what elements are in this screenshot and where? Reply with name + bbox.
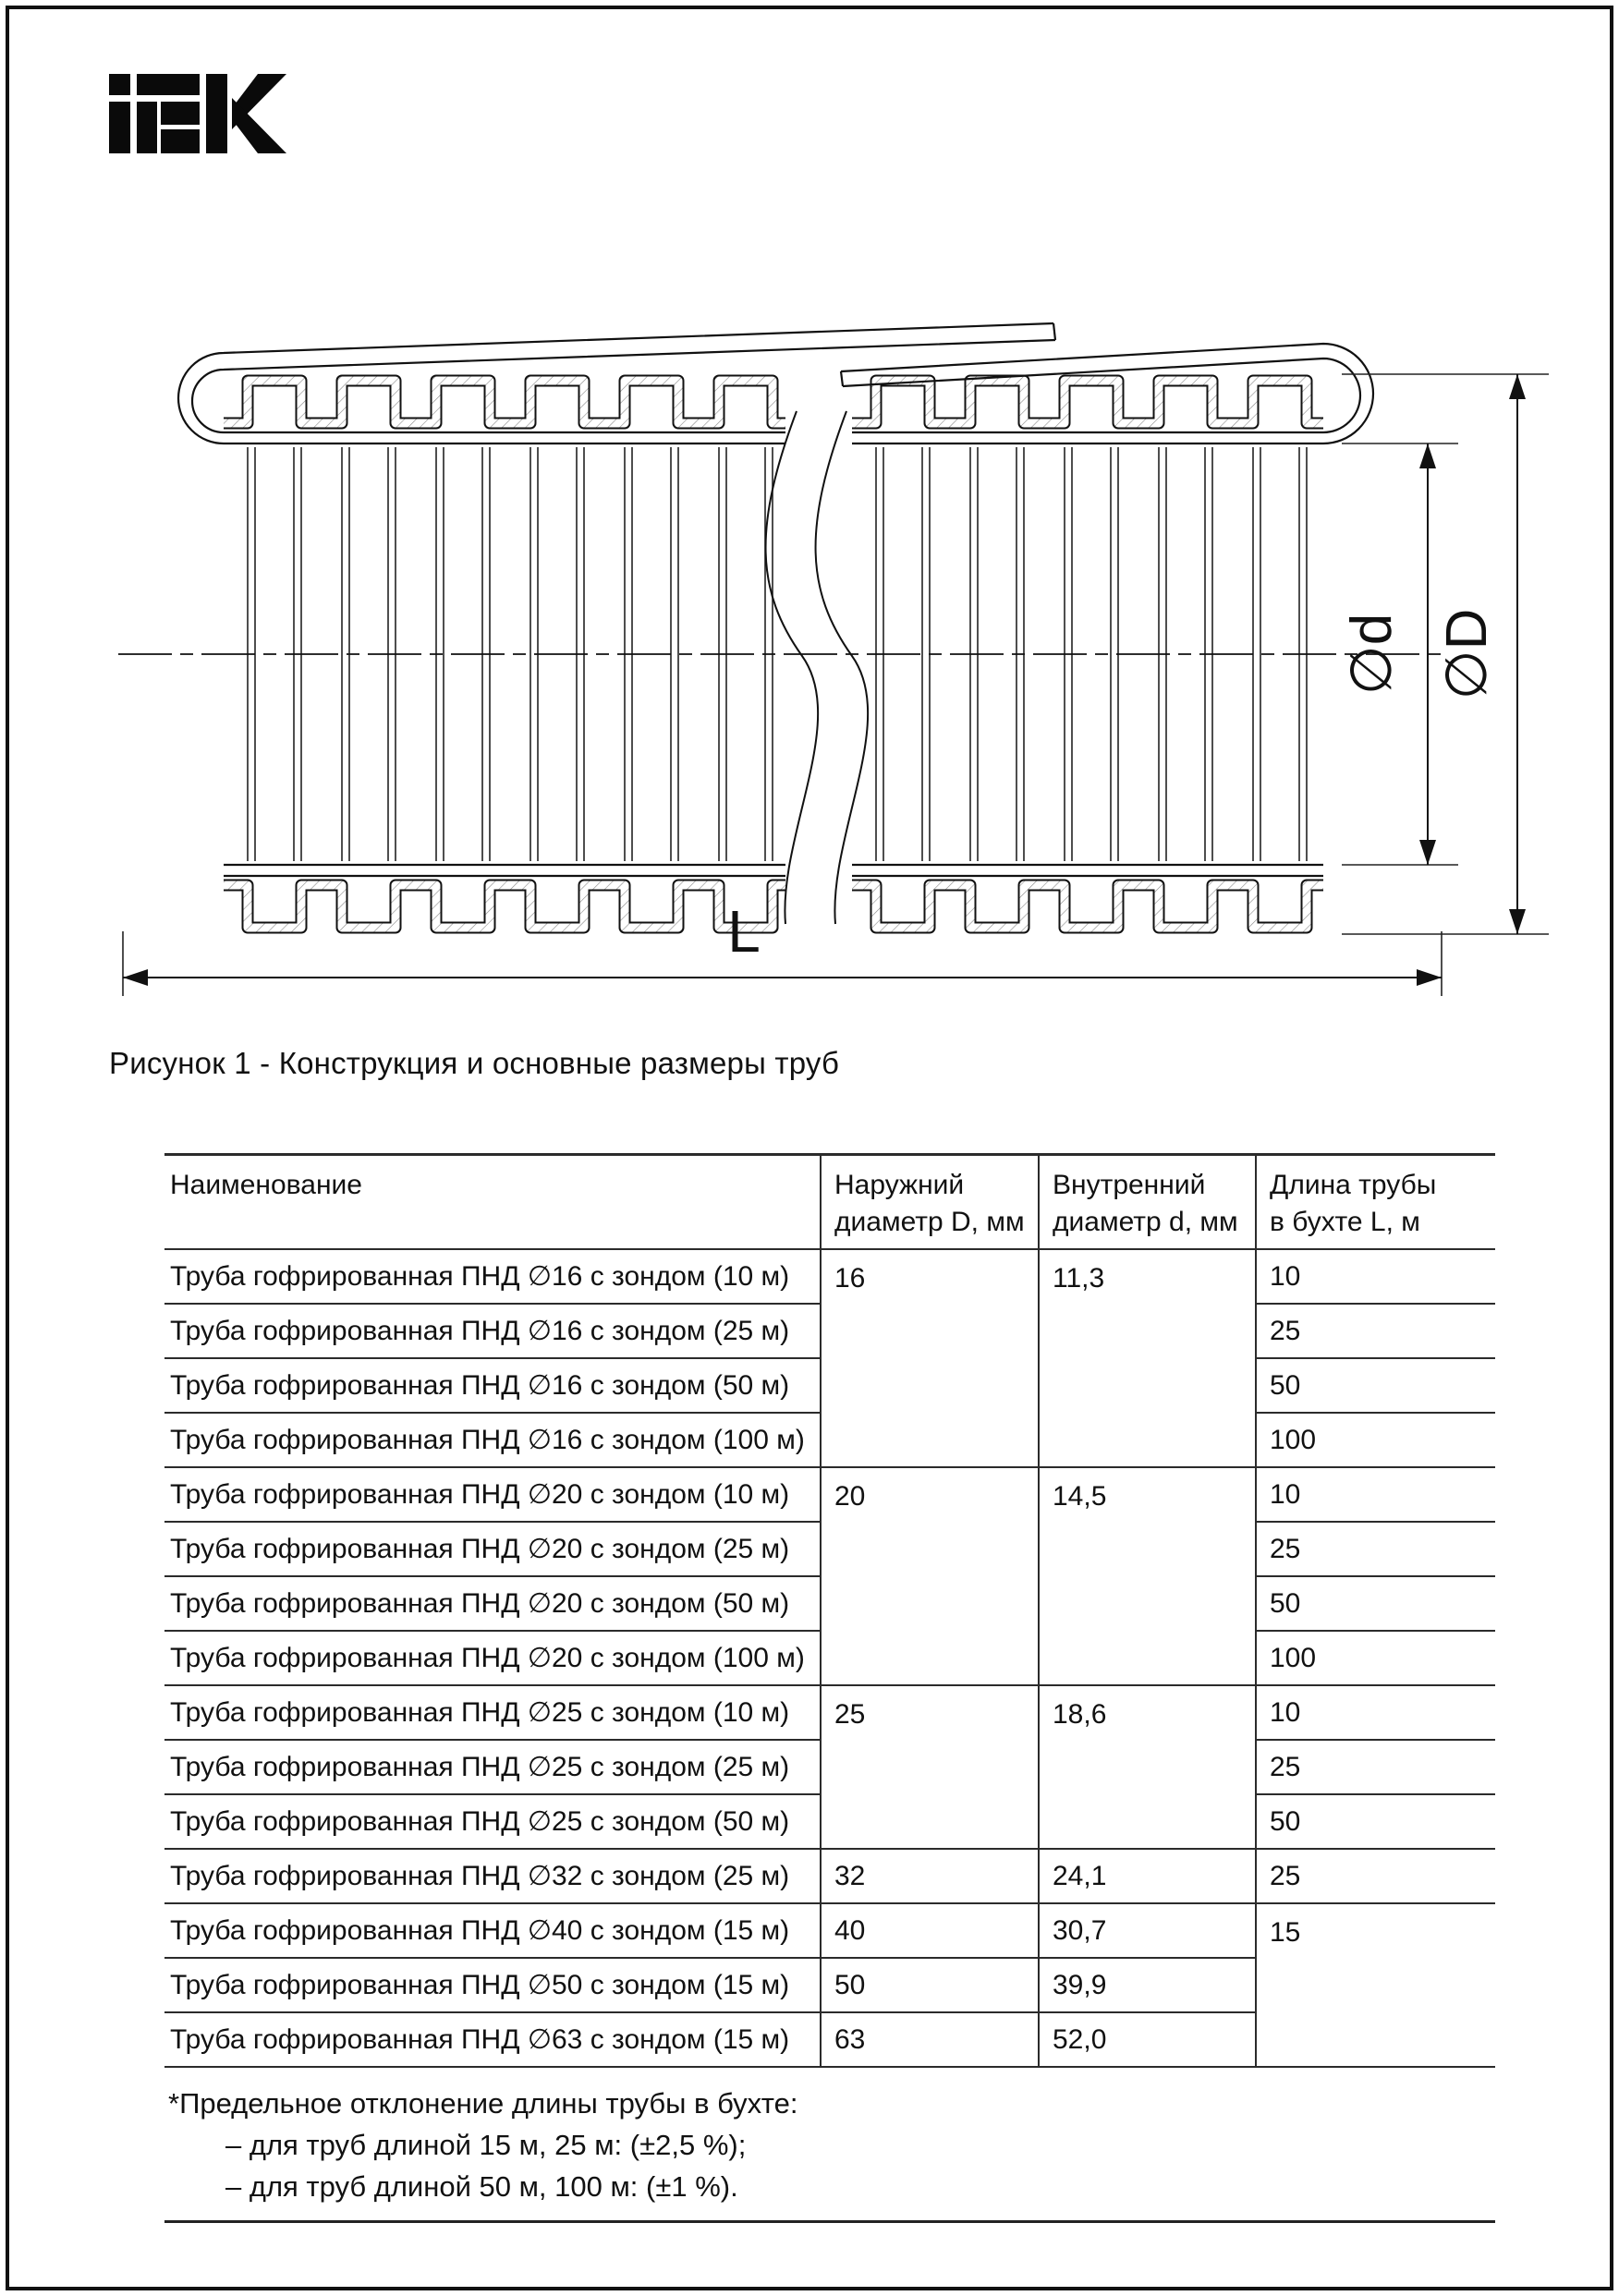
dim-label-inner-diameter: ∅d xyxy=(1340,613,1404,696)
column-header: Наименование xyxy=(164,1155,821,1250)
cell-name: Труба гофрированная ПНД ∅25 с зондом (25 м) xyxy=(164,1740,821,1794)
pipe-section-drawing xyxy=(118,323,1549,996)
cell-length: 10 xyxy=(1256,1249,1495,1304)
cell-outer-diameter: 63 xyxy=(821,2012,1039,2067)
footnote xyxy=(164,2083,1495,2207)
cell-outer-diameter: 40 xyxy=(821,1903,1039,1958)
cell-inner-diameter: 18,6 xyxy=(1039,1685,1256,1849)
cell-inner-diameter: 39,9 xyxy=(1039,1958,1256,2012)
cell-length: 25 xyxy=(1256,1740,1495,1794)
dim-label-outer-diameter: ∅D xyxy=(1435,608,1499,700)
cell-name: Труба гофрированная ПНД ∅20 с зондом (10 м) xyxy=(164,1467,821,1522)
cell-outer-diameter: 50 xyxy=(821,1958,1039,2012)
cell-name: Труба гофрированная ПНД ∅63 с зондом (15 м) xyxy=(164,2012,821,2067)
footnote-line: *Предельное отклонение длины трубы в бухте: xyxy=(168,2087,798,2120)
cell-length: 100 xyxy=(1256,1631,1495,1685)
table-row xyxy=(164,1467,1495,1522)
cell-length: 25 xyxy=(1256,1849,1495,1903)
cell-name: Труба гофрированная ПНД ∅20 с зондом (25 м) xyxy=(164,1522,821,1576)
cell-name: Труба гофрированная ПНД ∅50 с зондом (15 м) xyxy=(164,1958,821,2012)
footnote-line: – для труб длиной 15 м, 25 м: (±2,5 %); xyxy=(225,2129,747,2161)
cell-name: Труба гофрированная ПНД ∅16 с зондом (50 м) xyxy=(164,1358,821,1413)
cell-inner-diameter: 11,3 xyxy=(1039,1249,1256,1467)
table-row xyxy=(164,1685,1495,1740)
cell-inner-diameter: 14,5 xyxy=(1039,1467,1256,1685)
dim-label-length: L xyxy=(727,898,761,965)
cell-name: Труба гофрированная ПНД ∅20 с зондом (50 м) xyxy=(164,1576,821,1631)
cell-outer-diameter: 32 xyxy=(821,1849,1039,1903)
cell-name: Труба гофрированная ПНД ∅16 с зондом (10 м) xyxy=(164,1249,821,1304)
cell-name: Труба гофрированная ПНД ∅25 с зондом (50 м) xyxy=(164,1794,821,1849)
column-header: Наружний диаметр D, мм xyxy=(821,1155,1039,1250)
figure-caption: Рисунок 1 - Конструкция и основные размеры труб xyxy=(109,1046,840,1080)
cell-name: Труба гофрированная ПНД ∅40 с зондом (15 м) xyxy=(164,1903,821,1958)
cell-length: 50 xyxy=(1256,1794,1495,1849)
table-row xyxy=(164,1249,1495,1304)
cell-outer-diameter: 25 xyxy=(821,1685,1039,1849)
spec-table xyxy=(164,1153,1495,2068)
cell-length: 10 xyxy=(1256,1685,1495,1740)
cell-length: 25 xyxy=(1256,1304,1495,1358)
cell-name: Труба гофрированная ПНД ∅16 с зондом (25 м) xyxy=(164,1304,821,1358)
pipe-diagram xyxy=(74,305,1571,1035)
cell-name: Труба гофрированная ПНД ∅20 с зондом (100 м) xyxy=(164,1631,821,1685)
table-row xyxy=(164,1903,1495,1958)
column-header: Длина трубы в бухте L, м xyxy=(1256,1155,1495,1250)
column-header: Внутренний диаметр d, мм xyxy=(1039,1155,1256,1250)
cell-name: Труба гофрированная ПНД ∅32 с зондом (25 м) xyxy=(164,1849,821,1903)
cell-outer-diameter: 16 xyxy=(821,1249,1039,1467)
cell-length: 100 xyxy=(1256,1413,1495,1467)
cell-length: 15 xyxy=(1256,1903,1495,2067)
cell-inner-diameter: 30,7 xyxy=(1039,1903,1256,1958)
table-header-row xyxy=(164,1155,1495,1250)
cell-inner-diameter: 52,0 xyxy=(1039,2012,1256,2067)
cell-length: 50 xyxy=(1256,1576,1495,1631)
cell-length: 25 xyxy=(1256,1522,1495,1576)
footnote-line: – для труб длиной 50 м, 100 м: (±1 %). xyxy=(225,2170,738,2203)
cell-name: Труба гофрированная ПНД ∅25 с зондом (10 м) xyxy=(164,1685,821,1740)
cell-length: 10 xyxy=(1256,1467,1495,1522)
cell-name: Труба гофрированная ПНД ∅16 с зондом (100 м) xyxy=(164,1413,821,1467)
cell-outer-diameter: 20 xyxy=(821,1467,1039,1685)
iek-logo xyxy=(109,74,286,153)
cell-length: 50 xyxy=(1256,1358,1495,1413)
table-row xyxy=(164,1849,1495,1903)
table-container xyxy=(164,1153,1495,2223)
cell-inner-diameter: 24,1 xyxy=(1039,1849,1256,1903)
footnote-rule xyxy=(164,2220,1495,2223)
